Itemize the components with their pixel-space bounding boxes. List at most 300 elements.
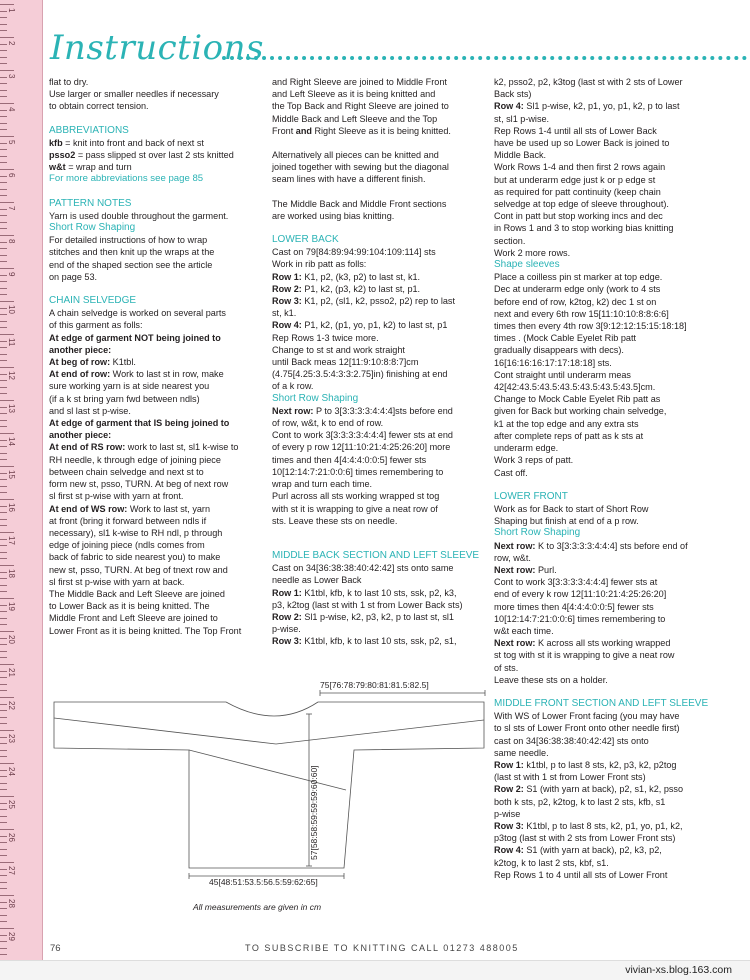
bottom-measurement: 45[48:51:53.5:56.5:59:62:65]	[209, 877, 318, 887]
text-line: st, k1.	[272, 308, 297, 319]
ruler-number: 2	[7, 41, 16, 46]
ruler-tick	[0, 624, 7, 625]
ruler-tick	[0, 558, 7, 559]
ruler-number: 7	[7, 206, 16, 211]
ruler-tick	[0, 532, 14, 533]
ruler-tick	[0, 935, 7, 936]
ruler-tick	[0, 222, 7, 223]
ruler-tick	[0, 902, 7, 903]
ruler-tick	[0, 261, 7, 262]
ruler-tick	[0, 776, 7, 777]
ruler-number: 23	[7, 734, 16, 743]
ruler-tick	[0, 644, 7, 645]
ruler-tick	[0, 651, 7, 652]
text-line: Change to st st and work straight	[272, 344, 405, 355]
text-line: Lower Front as it is being knitted. The Top Front	[49, 625, 242, 636]
text-line: p3tog (last st with 2 sts from Lower Front sts)	[494, 833, 676, 844]
ruler-tick	[0, 869, 7, 870]
ruler-tick	[0, 684, 7, 685]
section-heading: MIDDLE BACK SECTION AND LEFT SLEEVE	[272, 550, 480, 561]
ruler-tick	[0, 591, 7, 592]
instruction-line: At end of RS row: work to last st, sl1 k-wise to	[49, 442, 239, 453]
ruler-number: 9	[7, 272, 16, 277]
instruction-line: psso2 = pass slipped st over last 2 sts knitted	[49, 150, 234, 161]
ruler-tick	[0, 195, 7, 196]
text-line: cast on 34[36:38:38:40:42:42] sts onto	[494, 735, 649, 746]
text-line: are worked using bias knitting.	[272, 210, 395, 221]
ruler-tick	[0, 539, 7, 540]
instruction-line: Next row: P to 3[3:3:3:3:4:4:4]sts before end	[272, 405, 453, 416]
page-title: Instructions	[50, 28, 264, 68]
ruler-tick	[0, 143, 7, 144]
text-line: Cont straight until underarm meas	[494, 369, 631, 380]
ruler-tick	[0, 829, 14, 830]
text-line: Purl across all sts working wrapped st tog	[272, 491, 440, 502]
ruler-tick	[0, 849, 7, 850]
text-line: Work 3 reps of patt.	[494, 455, 574, 466]
ruler-number: 14	[7, 437, 16, 446]
ruler-number: 18	[7, 569, 16, 578]
text-line: Work as for Back to start of Short Row	[494, 503, 649, 514]
ruler-tick	[0, 413, 7, 414]
bold-line: another piece:	[49, 344, 112, 355]
ruler-tick	[0, 525, 7, 526]
text-line: sl first st p-wise with yarn at front.	[49, 491, 184, 502]
ruler-tick	[0, 697, 14, 698]
bold-line: At edge of garment NOT being joined to	[49, 332, 221, 343]
ruler-tick	[0, 875, 7, 876]
ruler-number: 16	[7, 503, 16, 512]
subscribe-line: TO SUBSCRIBE TO KNITTING CALL 01273 488005	[245, 943, 519, 953]
ruler-tick	[0, 730, 14, 731]
instruction-line: kfb = knit into front and back of next st	[49, 137, 204, 148]
ruler-tick	[0, 4, 14, 5]
text-line: flat to dry.	[49, 77, 89, 87]
ruler-number: 20	[7, 635, 16, 644]
ruler-tick	[0, 380, 7, 381]
ruler-tick	[0, 189, 7, 190]
ruler-tick	[0, 63, 7, 64]
text-line: to Lower Back as it is being knitted. The	[49, 601, 210, 612]
garment-schematic	[46, 680, 486, 915]
ruler-tick	[0, 915, 7, 916]
ruler-tick	[0, 479, 7, 480]
ruler-tick	[0, 334, 14, 335]
ruler-tick	[0, 268, 14, 269]
ruler-tick	[0, 743, 7, 744]
ruler-tick	[0, 506, 7, 507]
ruler-number: 29	[7, 932, 16, 941]
top-measurement: 75[76:78:79:80:81:81.5:82.5]	[320, 680, 429, 690]
ruler-tick	[0, 374, 7, 375]
ruler-tick	[0, 176, 7, 177]
text-line: Cont to work 3[3:3:3:3:4:4:4] fewer sts at end	[272, 430, 453, 441]
instruction-line: Row 1: K1, p2, (k3, p2) to last st, k1.	[272, 271, 421, 282]
ruler-tick	[0, 677, 7, 678]
text-line: until Back meas 12[11:9:10:8:8:7]cm	[272, 357, 419, 368]
ruler-tick	[0, 11, 7, 12]
text-line: section.	[494, 235, 526, 246]
text-line: Alternatively all pieces can be knitted and	[272, 150, 439, 161]
spacer	[272, 222, 486, 234]
text-line: more times then 4[4:4:4:0:0:5] fewer sts	[494, 601, 654, 612]
text-line: gradually disappears with decs).	[494, 345, 624, 356]
text-line: to obtain correct tension.	[49, 101, 149, 112]
text-line: Rep Rows 1-4 until all sts of Lower Back	[494, 125, 657, 136]
ruler-tick	[0, 248, 7, 249]
text-line: Middle Back and Left Sleeve and the Top	[272, 113, 438, 124]
ruler-number: 1	[7, 8, 16, 13]
instruction-line: Row 4: P1, k2, (p1, yo, p1, k2) to last st, p1	[272, 320, 448, 331]
text-line: Back sts)	[494, 89, 532, 100]
text-line: and sl last st p-wise.	[49, 405, 131, 416]
ruler-tick	[0, 301, 14, 302]
ruler-tick	[0, 235, 14, 236]
ruler-tick	[0, 717, 7, 718]
text-line: Place a coilless pin st marker at top edge.	[494, 272, 663, 283]
ruler-tick	[0, 202, 14, 203]
ruler-tick	[0, 888, 7, 889]
ruler-tick	[0, 882, 7, 883]
subheading: Shape sleeves	[494, 259, 560, 271]
ruler-tick	[0, 162, 7, 163]
text-line: With WS of Lower Front facing (you may have	[494, 711, 680, 722]
column-2	[272, 76, 486, 527]
ruler-number: 26	[7, 833, 16, 842]
bold-line: At edge of garment that IS being joined to	[49, 418, 230, 429]
ruler-tick	[0, 941, 7, 942]
ruler-tick	[0, 756, 7, 757]
instruction-line: Row 2: Sl1 p-wise, k2, p3, k2, p to last st, sl1	[272, 612, 454, 623]
ruler-tick	[0, 809, 7, 810]
text-line: Rep Rows 1-3 twice more.	[272, 332, 379, 343]
text-line: edge of joining piece (ndls comes from	[49, 540, 205, 551]
text-line: after complete reps of patt as k sts at	[494, 430, 644, 441]
column-1	[49, 76, 262, 637]
diagram-caption: All measurements are given in cm	[193, 902, 322, 912]
ruler-tick	[0, 50, 7, 51]
ruler-number: 3	[7, 74, 16, 79]
instruction-line: At end of row: Work to last st in row, make	[49, 369, 224, 380]
text-line: needle as Lower Back	[272, 575, 362, 586]
ruler-tick	[0, 30, 7, 31]
instruction-line: Row 1: k1tbl, p to last 8 sts, k2, p3, k2, p2tog	[494, 759, 677, 770]
spacer	[494, 479, 746, 491]
text-line: (4.75[4.25:3.5:4:3:3:2.75]in) finishing at end	[272, 369, 448, 380]
instruction-line: Front and Right Sleeve as it is being knitted.	[272, 125, 451, 136]
text-line: and Left Sleeve as it is being knitted and	[272, 89, 436, 100]
ruler-tick	[0, 242, 7, 243]
ruler-tick	[0, 275, 7, 276]
text-line: 10[12:14:7:21:0:0:6] times remembering to	[494, 613, 666, 624]
ruler-number: 17	[7, 536, 16, 545]
ruler-number: 8	[7, 239, 16, 244]
ruler-tick	[0, 855, 7, 856]
ruler-tick	[0, 37, 14, 38]
text-line: Rep Rows 1 to 4 until all sts of Lower Front	[494, 869, 668, 880]
ruler-tick	[0, 618, 7, 619]
ruler-number: 11	[7, 338, 16, 347]
ruler-tick	[0, 664, 14, 665]
ruler-number: 15	[7, 470, 16, 479]
text-line: 42[42:43.5:43.5:43.5:43.5:43.5:43.5]cm.	[494, 382, 656, 393]
ruler-tick	[0, 737, 7, 738]
ruler-number: 13	[7, 404, 16, 413]
instruction-line: Next row: K across all sts working wrapped	[494, 638, 671, 649]
text-line: but at underarm edge just k or p edge st	[494, 174, 656, 185]
instruction-line: Row 4: S1 (with yarn at back), p2, k3, p2,	[494, 845, 662, 856]
ruler-tick	[0, 393, 7, 394]
ruler-tick	[0, 908, 7, 909]
ruler-tick	[0, 512, 7, 513]
text-line: at front (bring it forward between ndls if	[49, 515, 207, 526]
column-3	[494, 76, 746, 881]
text-line: on page 53.	[49, 271, 98, 282]
text-line: Leave these sts on a holder.	[494, 674, 608, 685]
section-heading: CHAIN SELVEDGE	[49, 295, 137, 307]
ruler-tick	[0, 770, 7, 771]
text-line: Work Rows 1-4 and then first 2 rows again	[494, 162, 666, 173]
ruler-tick	[0, 149, 7, 150]
text-line: Shaping but finish at end of a p row.	[494, 516, 639, 527]
text-line: of a k row.	[272, 381, 314, 392]
ruler-tick	[0, 598, 14, 599]
text-line: times . (Mock Cable Eyelet Rib patt	[494, 333, 637, 344]
text-line: Cast on 79[84:89:94:99:104:109:114] sts	[272, 247, 436, 258]
instruction-line: Row 3: K1tbl, kfb, k to last 10 sts, ssk, p2, s1,	[272, 636, 457, 647]
ruler-tick	[0, 77, 7, 78]
spacer	[49, 283, 262, 295]
ruler-tick	[0, 519, 7, 520]
instruction-line: At beg of row: K1tbl.	[49, 357, 136, 368]
ruler-tick	[0, 314, 7, 315]
text-line: st tog with st it is wrapping to give a neat row	[494, 650, 675, 661]
text-line: the Top Back and Right Sleeve are joined to	[272, 101, 449, 112]
watermark: vivian-xs.blog.163.com	[625, 964, 732, 976]
ruler-tick	[0, 90, 7, 91]
ruler-tick	[0, 459, 7, 460]
ruler-tick	[0, 657, 7, 658]
bold-line: another piece:	[49, 430, 112, 441]
text-line: between chain selvedge and next st to	[49, 466, 204, 477]
ruler-tick	[0, 182, 7, 183]
ruler-tick	[0, 466, 14, 467]
ruler-tick	[0, 327, 7, 328]
instruction-line: Next row: Purl.	[494, 564, 557, 575]
ruler-tick	[0, 552, 7, 553]
text-line: end of the shaped section see the article	[49, 259, 213, 270]
text-line: 16[16:16:16:17:17:18:18] sts.	[494, 357, 612, 368]
title-dotted-rule	[222, 56, 747, 60]
subheading: Short Row Shaping	[49, 222, 136, 234]
ruler-tick	[0, 671, 7, 672]
section-heading: LOWER FRONT	[494, 490, 568, 502]
ruler-tick	[0, 836, 7, 837]
text-line: k2, psso2, p2, k3tog (last st with 2 sts of Lower	[494, 77, 683, 87]
spacer	[49, 186, 262, 198]
ruler-tick	[0, 321, 7, 322]
ruler-number: 12	[7, 371, 16, 380]
ruler-tick	[0, 44, 7, 45]
ruler-tick	[0, 57, 7, 58]
ruler-tick	[0, 347, 7, 348]
text-line: (last st with 1 st from Lower Front sts)	[494, 772, 646, 783]
ruler-number: 25	[7, 800, 16, 809]
ruler-tick	[0, 169, 14, 170]
instruction-line: Row 1: K1tbl, kfb, k to last 10 sts, ssk, p2, k3,	[272, 587, 457, 598]
text-line: p-wise	[494, 808, 521, 819]
text-line: Yarn is used double throughout the garment.	[49, 210, 229, 221]
text-line: to sl sts of Lower Front onto other needle first)	[494, 723, 680, 734]
text-line: and Right Sleeve are joined to Middle Front	[272, 77, 447, 87]
ruler-tick	[0, 308, 7, 309]
ruler-tick	[0, 954, 7, 955]
ruler-tick	[0, 723, 7, 724]
text-line: sl first st p-wise with yarn at back.	[49, 576, 185, 587]
text-line: new st, psso, TURN. At beg of tnext row and	[49, 564, 228, 575]
text-line: back of fabric to side nearest you) to make	[49, 552, 221, 563]
section-heading: PATTERN NOTES	[49, 197, 132, 209]
text-line: Middle Front and Left Sleeve are joined to	[49, 613, 218, 624]
ruler-tick	[0, 420, 7, 421]
ruler-tick	[0, 921, 7, 922]
text-line: both k sts, p2, k2tog, k to last 2 sts, kfb, s1	[494, 796, 666, 807]
page-number: 76	[50, 943, 61, 954]
ruler-tick	[0, 83, 7, 84]
ruler-tick	[0, 446, 7, 447]
text-line: selvedge at top edge of sleeve throughout).	[494, 199, 669, 210]
text-line: joined together with sewing but the diagonal	[272, 162, 449, 173]
ruler-tick	[0, 209, 7, 210]
section-heading: ABBREVIATIONS	[49, 124, 129, 136]
text-line: next and every 6th row 15[11:10:10:8:8:6:6]	[494, 308, 669, 319]
ruler-tick	[0, 400, 14, 401]
ruler-number: 19	[7, 602, 16, 611]
text-line: For detailed instructions of how to wrap	[49, 235, 208, 246]
page-footer	[50, 943, 750, 957]
text-line: The Middle Back and Left Sleeve are joined	[49, 588, 225, 599]
ruler-tick	[0, 156, 7, 157]
ruler-tick	[0, 110, 7, 111]
spacer	[494, 686, 746, 698]
text-line: of every p row 12[11:10:21:4:25:26:20] more	[272, 442, 451, 453]
text-line: row, w&t.	[494, 552, 531, 563]
text-line: times and then 4[4:4:4:0:0:5] fewer sts	[272, 454, 427, 465]
ruler-tick	[0, 96, 7, 97]
text-line: with st it is wrapping to give a neat row of	[272, 503, 438, 514]
ruler-tick	[0, 763, 14, 764]
text-line: as required for patt continuity (keep chain	[494, 186, 661, 197]
ruler-tick	[0, 499, 14, 500]
instruction-line: At end of WS row: Work to last st, yarn	[49, 503, 211, 514]
ruler-tick	[0, 440, 7, 441]
instruction-line: Next row: K to 3[3:3:3:3:4:4:4] sts before end of	[494, 540, 688, 551]
text-line: form new st, psso, TURN. At beg of next row	[49, 479, 229, 490]
text-line: A chain selvedge is worked on several parts	[49, 308, 226, 319]
ruler-tick	[0, 690, 7, 691]
instruction-line: Row 4: Sl1 p-wise, k2, p1, yo, p1, k2, p to last	[494, 101, 680, 112]
text-line: end of every k row 12[11:10:21:4:25:26:20]	[494, 589, 667, 600]
ruler-tick	[0, 486, 7, 487]
ruler-tick	[0, 360, 7, 361]
text-line: k1 at the top edge and any extra sts	[494, 418, 639, 429]
text-line: st, sl1 p-wise.	[494, 113, 550, 124]
ruler-tick	[0, 433, 14, 434]
ruler-tick	[0, 17, 7, 18]
text-line: wrap and turn each time.	[272, 479, 373, 490]
ruler-tick	[0, 354, 7, 355]
ruler-tick	[0, 116, 7, 117]
abbreviations-link[interactable]: For more abbreviations see page 85	[49, 173, 204, 185]
text-line: sts. Leave these sts on needle.	[272, 515, 398, 526]
ruler-tick	[0, 578, 7, 579]
ruler-tick	[0, 572, 7, 573]
text-line: p-wise.	[272, 624, 301, 635]
ruler-tick	[0, 70, 14, 71]
text-line: Work 2 more rows.	[494, 247, 571, 258]
ruler-tick	[0, 492, 7, 493]
ruler-number: 5	[7, 140, 16, 145]
ruler-number: 10	[7, 305, 16, 314]
ruler-tick	[0, 803, 7, 804]
text-line: of sts.	[494, 662, 519, 673]
text-line: p3, k2tog (last st with 1 st from Lower Back sts)	[272, 599, 463, 610]
instruction-line: Row 2: S1 (with yarn at back), p2, s1, k2, psso	[494, 784, 684, 795]
ruler-number: 28	[7, 899, 16, 908]
text-line: 10[12:14:7:21:0:0:6] times remembering to	[272, 466, 444, 477]
ruler-tick	[0, 862, 14, 863]
ruler-tick	[0, 789, 7, 790]
text-line: underarm edge.	[494, 443, 559, 454]
text-line: RH needle, k through edge of joining piece	[49, 454, 221, 465]
text-line: times then every 4th row 3[9:12:12:15:15:18:18]	[494, 321, 687, 332]
text-line: necessary), sl1 k-wise to RH ndl, p through	[49, 527, 223, 538]
side-measurement: 57[58:58:59:59:59:60:60]	[309, 765, 319, 860]
ruler-tick	[0, 367, 14, 368]
ruler-tick	[0, 842, 7, 843]
instruction-line: Row 2: P1, k2, (p3, k2) to last st, p1.	[272, 283, 421, 294]
ruler-tick	[0, 228, 7, 229]
ruler-tick	[0, 750, 7, 751]
text-line: The Middle Back and Middle Front sections	[272, 198, 447, 209]
ruler-tick	[0, 895, 14, 896]
text-line: Cont in patt but stop working incs and dec	[494, 211, 663, 222]
ruler-tick	[0, 704, 7, 705]
ruler-tick	[0, 288, 7, 289]
ruler-tick	[0, 215, 7, 216]
ruler-number: 4	[7, 107, 16, 112]
instruction-line: w&t = wrap and turn	[49, 162, 132, 173]
text-line: stitches and then knit up the wraps at the	[49, 247, 215, 258]
ruler-tick	[0, 545, 7, 546]
ruler-tick	[0, 631, 14, 632]
ruler-number: 6	[7, 173, 16, 178]
text-line: k2tog, k to last 2 sts, kbf, s1.	[494, 857, 609, 868]
ruler-tick	[0, 822, 7, 823]
ruler-tick	[0, 816, 7, 817]
instruction-line: Row 3: K1tbl, p to last 8 sts, k2, p1, yo, p1, k2,	[494, 820, 683, 831]
ruler-tick	[0, 710, 7, 711]
text-line: Change to Mock Cable Eyelet Rib patt as	[494, 394, 661, 405]
ruler-number: 24	[7, 767, 16, 776]
ruler-tick	[0, 796, 14, 797]
text-line: seam lines with have a different finish.	[272, 174, 426, 185]
subheading: Short Row Shaping	[494, 527, 581, 539]
subheading: Short Row Shaping	[272, 392, 359, 404]
ruler-tick	[0, 255, 7, 256]
text-line: before end of row, k2tog, k2) dec 1 st on	[494, 296, 657, 307]
text-line: Cont to work 3[3:3:3:3:4:4:4] fewer sts at	[494, 577, 658, 588]
